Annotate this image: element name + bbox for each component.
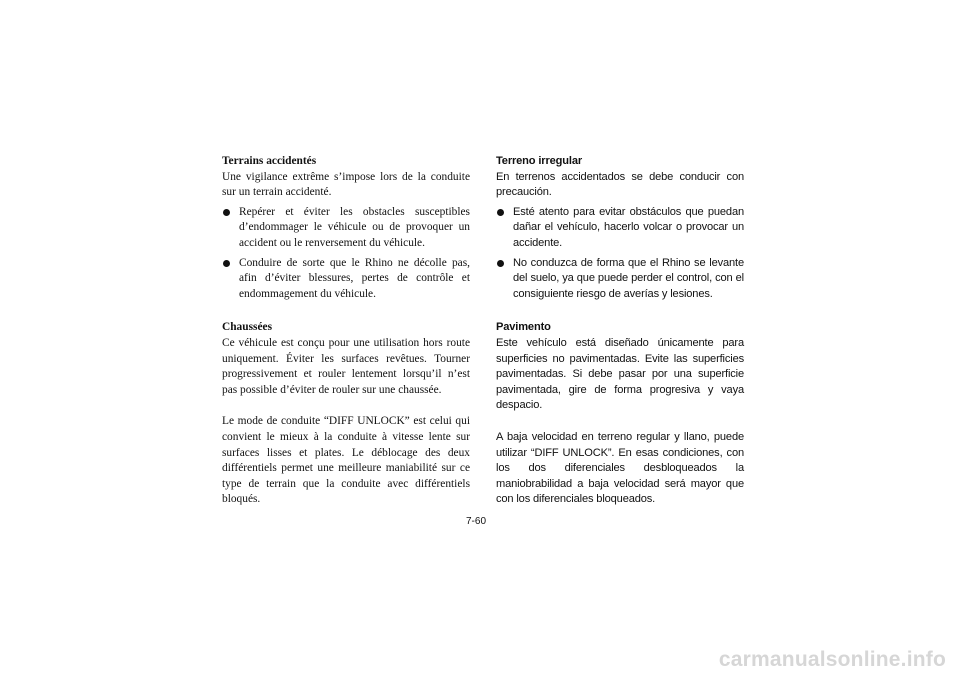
paragraph-pavement-es: Este vehículo está diseñado únicamente para superficies no pavimentadas. Evite las superficies pavimentadas. Si debe pasar por una superficie pavimentada, gire de forma progresiva y vaya despacio. [496,336,744,412]
paragraph-diff-unlock-es: A baja velocidad en terreno regular y llano, puede utilizar “DIFF UNLOCK”. En esas condiciones, con los dos diferenciales desbloqueados la maniobrabilidad a baja velocidad será mayor que con los diferenciales bloqueados. [496,430,744,506]
spanish-column [496,154,744,508]
bullet-item [222,256,470,303]
bullet-icon [223,209,230,216]
bullet-item [222,205,470,252]
bullet-text: Esté atento para evitar obstáculos que puedan dañar el vehículo, hacerlo volcar o provocar un accidente. [513,205,744,249]
paragraph-terrain-intro-fr: Une vigilance extrême s’impose lors de la conduite sur un terrain accidenté. [222,170,470,199]
paragraph-diff-unlock-fr: Le mode de conduite “DIFF UNLOCK” est celui qui convient le mieux à la conduite à vitesse lente sur surfaces lisses et plates. Le déblocage des deux différentiels permet une meilleure maniabilité sur ce type de terrain que la conduite avec différentiels bloqués. [222,415,470,506]
paragraph-terrain-intro-es: En terrenos accidentados se debe conducir con precaución. [496,170,744,199]
bullet-icon [223,260,230,267]
paragraph-roads-fr: Ce véhicule est conçu pour une utilisation hors route uniquement. Éviter les surfaces revêtues. Tourner progressivement et rouler lentement lorsqu’il n’est pas possible d’éviter de rouler sur une chaussée. [222,336,470,396]
bullet-item [496,205,744,252]
section-heading-pavement-es: Pavimento [496,321,551,334]
bullet-text: No conduzca de forma que el Rhino se levante del suelo, ya que puede perder el control, con el consiguiente riesgo de averías y lesiones. [513,256,744,300]
section-heading-terrain-fr: Terrains accidentés [222,155,317,167]
bullet-icon [497,260,504,267]
watermark-text: carmanualsonline.info [718,648,946,671]
page-number: 7-60 [466,516,487,527]
bullet-text: Conduire de sorte que le Rhino ne décolle pas, afin d’éviter blessures, pertes de contrôle et endommagement du véhicule. [239,256,470,300]
bullet-item [496,256,744,303]
french-column [222,154,470,508]
bullet-text: Repérer et éviter les obstacles susceptibles d’endommager le véhicule ou de provoquer un accident ou le renversement du véhicule. [239,205,470,249]
bullet-icon [497,209,504,216]
section-heading-roads-fr: Chaussées [222,321,273,334]
section-heading-terrain-es: Terreno irregular [496,155,583,167]
